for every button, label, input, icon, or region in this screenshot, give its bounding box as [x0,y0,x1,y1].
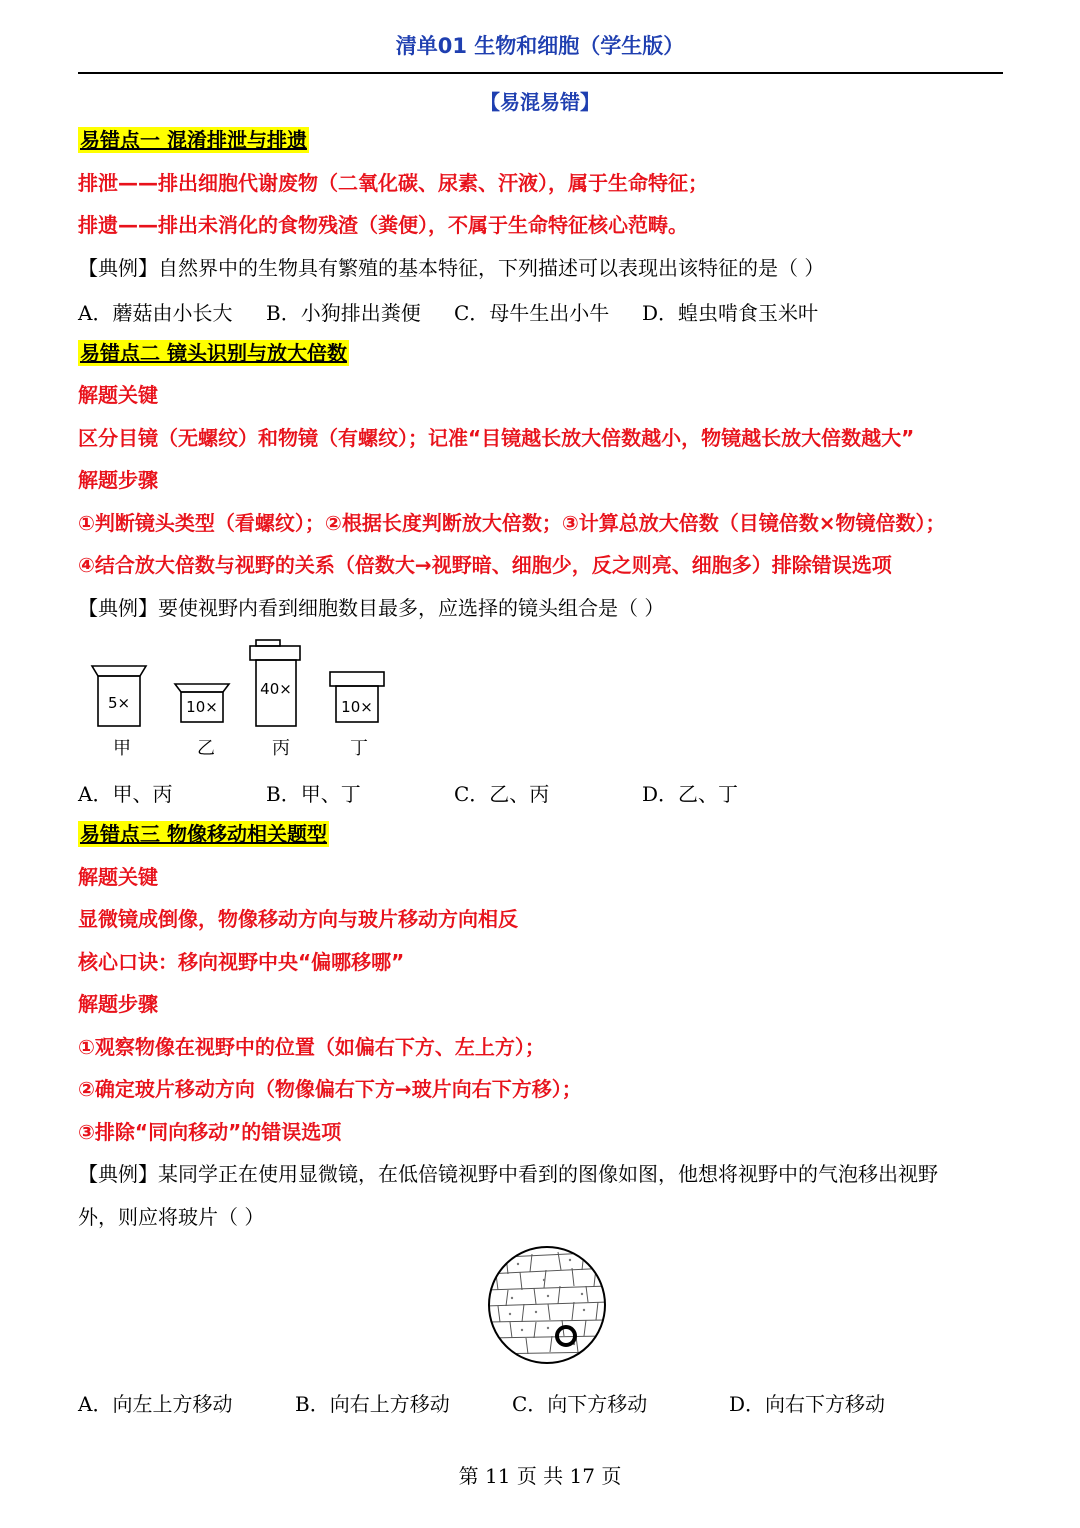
point1-line2: 排遗——排出未消化的食物残渣（粪便），不属于生命特征核心范畴。 [78,213,688,237]
point3-options [78,1388,978,1418]
option-b: B．向右上方移动 [295,1392,450,1416]
option-b: B．甲、丁 [266,782,361,806]
point1-example: 【典例】自然界中的生物具有繁殖的基本特征，下列描述可以表现出该特征的是（ ） [78,256,825,280]
point3-title: 易错点三 物像移动相关题型 [80,822,327,846]
lens-jia-label: 甲 [113,738,131,759]
lens-bing-mag: 40× [260,680,292,698]
option-a: A．甲、丙 [78,782,173,806]
point3-steps-heading: 解题步骤 [78,992,158,1016]
point2-step2: ④结合放大倍数与视野的关系（倍数大→视野暗、细胞少，反之则亮、细胞多）排除错误选项 [78,553,892,577]
lens-yi-mag: 10× [186,698,218,716]
point2-steps-heading: 解题步骤 [78,468,158,492]
point3-step3: ③排除“同向移动”的错误选项 [78,1120,342,1144]
point2-key-heading: 解题关键 [78,383,158,407]
page-footer: 第 11 页 共 17 页 [458,1464,622,1488]
lens-ding-label: 丁 [350,738,368,759]
point2-example: 【典例】要使视野内看到细胞数目最多，应选择的镜头组合是（ ） [78,596,665,620]
point2-key-text: 区分目镜（无螺纹）和物镜（有螺纹）；记准“目镜越长放大倍数越小，物镜越长放大倍数越大” [78,426,915,450]
point3-mnemonic: 核心口诀：移向视野中央“偏哪移哪” [78,950,405,974]
point3-step2: ②确定玻片移动方向（物像偏右下方→玻片向右下方移）； [78,1077,582,1101]
lens-ding-mag: 10× [341,698,373,716]
point3-heading [78,820,329,848]
section-banner: 【易混易错】 [480,90,600,114]
lens-yi-label: 乙 [197,738,215,759]
point2-heading [78,339,349,367]
air-bubble [557,1327,575,1345]
option-a: A．蘑菇由小长大 [78,301,233,325]
point1-line1: 排泄——排出细胞代谢废物（二氧化碳、尿素、汗液），属于生命特征； [78,171,708,195]
point1-options [78,297,978,327]
point3-key-heading: 解题关键 [78,865,158,889]
lens-figure [78,636,408,762]
page-header-title: 清单01 生物和细胞（学生版） [395,34,685,58]
option-b: B．小狗排出粪便 [266,301,421,325]
point1-heading [78,126,309,154]
point3-example-line1: 【典例】某同学正在使用显微镜，在低倍镜视野中看到的图像如图，他想将视野中的气泡移出视野 [78,1162,938,1186]
option-c: C．母牛生出小牛 [454,301,610,325]
option-c: C．乙、丙 [454,782,550,806]
option-a: A．向左上方移动 [78,1392,233,1416]
lens-jia-mag: 5× [107,694,131,712]
option-d: D．乙、丁 [642,782,739,806]
microscope-view-figure [486,1244,608,1366]
point1-title: 易错点一 混淆排泄与排遗 [80,128,307,152]
option-d: D．向右下方移动 [729,1392,886,1416]
point2-title: 易错点二 镜头识别与放大倍数 [80,341,347,365]
point3-key-text: 显微镜成倒像，物像移动方向与玻片移动方向相反 [78,907,518,931]
lens-bing-label: 丙 [272,738,290,759]
point2-options [78,778,978,808]
header-divider [78,72,1003,74]
point2-step1: ①判断镜头类型（看螺纹）；②根据长度判断放大倍数；③计算总放大倍数（目镜倍数×物镜倍数）； [78,511,946,535]
point3-step1: ①观察物像在视野中的位置（如偏右下方、左上方）； [78,1035,545,1059]
point3-example-line2: 外，则应将玻片（ ） [78,1205,265,1229]
option-d: D．蝗虫啃食玉米叶 [642,301,819,325]
option-c: C．向下方移动 [512,1392,648,1416]
